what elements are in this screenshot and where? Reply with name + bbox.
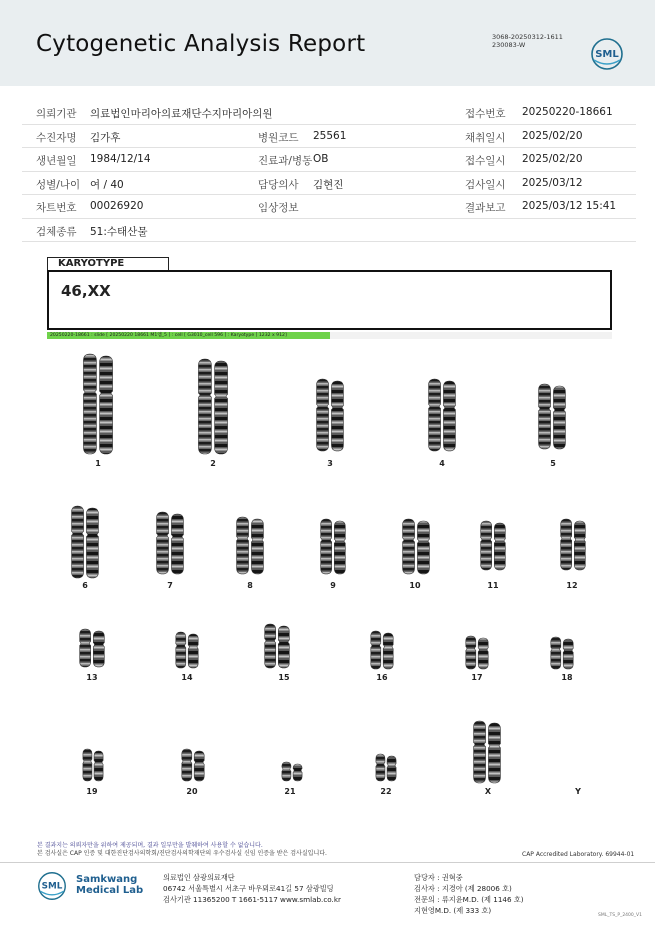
chromosome-15-a: [265, 624, 276, 668]
info-label: 병원코드: [258, 131, 299, 144]
info-value: 2025/03/12 15:41: [522, 200, 617, 212]
staff-line-1: 담당자 : 권혁중: [414, 873, 463, 882]
report-title: Cytogenetic Analysis Report: [36, 31, 366, 57]
document-code-line-2: 230083-W: [492, 41, 526, 49]
chromosome-12-b: [574, 521, 585, 570]
chromosome-1-b: [100, 356, 113, 454]
info-label: 검체종류: [36, 225, 77, 238]
staff-line-2: 검사자 : 지경아 (제 28006 호): [414, 884, 512, 893]
chromosome-13-a: [80, 629, 91, 667]
karyotype-box: [47, 270, 612, 330]
chromosome-7-b: [171, 514, 183, 574]
chromosome-label: 4: [439, 459, 445, 468]
chromosome-2-a: [198, 359, 211, 454]
chromosome-10-b: [417, 521, 429, 574]
info-value: 1984/12/14: [90, 153, 151, 165]
chromosome-1-a: [83, 354, 96, 454]
chromosome-label: 2: [210, 459, 216, 468]
info-label: 성별/나이: [36, 178, 81, 191]
info-value: 00026920: [90, 200, 144, 212]
info-label: 의뢰기관: [36, 108, 77, 120]
slide-info-text: 20250220-18661 : slide [ 20250220 18661 M1앰_5 ] : cell [ G3010_cell 596 ] : Karyotype [ 1232 x 912]: [50, 333, 287, 338]
footer-brand: [76, 874, 143, 896]
cap-accreditation: CAP Accredited Laboratory. 69944-01: [522, 851, 635, 858]
chromosome-label: 19: [86, 787, 98, 796]
chromosome-14-b: [188, 634, 198, 668]
staff-signatures: [414, 872, 524, 916]
info-value: 51:수태산물: [90, 225, 148, 238]
chromosome-3-a: [317, 379, 329, 451]
chromosome-label: X: [484, 787, 492, 796]
sml-logo-icon: [590, 37, 624, 71]
chromosome-label: 16: [376, 673, 388, 682]
footer-address: [163, 872, 341, 905]
chromosome-5-b: [553, 386, 565, 449]
karyotype-value: 46,XX: [61, 282, 111, 300]
footer-divider: [0, 862, 655, 863]
staff-line-4: 지현영M.D. (제 333 호): [414, 906, 492, 915]
chromosome-9-a: [321, 519, 332, 574]
chromosome-15-b: [278, 626, 289, 668]
chromosome-4-b: [443, 381, 455, 451]
chromosome-label: 14: [181, 673, 193, 682]
chromosome-11-a: [481, 521, 492, 570]
info-row: [22, 172, 636, 196]
info-label: 생년월일: [36, 155, 77, 167]
brand-line-2: Medical Lab: [76, 885, 144, 896]
info-label: 채취일시: [465, 131, 506, 144]
chromosome-22-b: [387, 756, 396, 781]
chromosome-16-b: [383, 633, 393, 669]
chromosome-6-b: [86, 508, 98, 578]
chromosome-label: 18: [561, 673, 573, 682]
info-value: 김현진: [313, 178, 344, 191]
chromosome-20-b: [194, 751, 204, 781]
chromosome-4-a: [429, 379, 441, 451]
info-value: OB: [313, 153, 329, 165]
document-code-line-1: 3068-20250312-1611: [492, 33, 563, 41]
info-value: 여 / 40: [90, 178, 124, 191]
chromosome-7-a: [157, 512, 169, 574]
chromosome-label: 17: [471, 673, 483, 682]
chromosome-label: 5: [550, 459, 556, 468]
karyogram: [0, 344, 655, 824]
chromosome-20-a: [182, 749, 192, 781]
chromosome-11-b: [494, 523, 505, 570]
chromosome-17-b: [478, 638, 488, 669]
chromosome-14-a: [176, 632, 186, 668]
chromosome-8-b: [251, 519, 263, 574]
footer-contact: 검사기관 11365200 T 1661-5117 www.smlab.co.kr: [163, 895, 341, 904]
chromosome-label: 3: [327, 459, 333, 468]
chromosome-label: 15: [278, 673, 290, 682]
chromosome-label: 6: [82, 581, 88, 590]
chromosome-16-a: [371, 631, 381, 669]
info-value: 20250220-18661: [522, 106, 613, 118]
info-value: 의료법인마리아의료재단수지마리아의원: [90, 108, 273, 120]
info-row: [22, 125, 636, 149]
patient-info-table: [22, 101, 636, 242]
slide-info-bar: [47, 332, 612, 339]
samkwang-logo-icon: [37, 871, 67, 901]
chromosome-label: 8: [247, 581, 253, 590]
info-label: 검사일시: [465, 178, 506, 191]
chromosome-8-a: [237, 517, 249, 574]
chromosome-21-a: [282, 762, 291, 781]
chromosome-17-a: [466, 636, 476, 669]
form-code: SML_TS_P_2400_V1: [598, 913, 642, 918]
info-value: 2025/03/12: [522, 176, 583, 189]
footer-org: 의료법인 삼광의료재단: [163, 873, 235, 882]
info-value: 2025/02/20: [522, 153, 583, 165]
chromosome-label: 12: [566, 581, 578, 590]
chromosome-label: 21: [284, 787, 296, 796]
info-label: 결과보고: [465, 202, 506, 214]
chromosome-13-b: [93, 631, 104, 667]
info-row: [22, 148, 636, 172]
footer-address-line: 06742 서울특별시 서초구 바우뫼로41길 57 삼광빌딩: [163, 884, 334, 893]
info-label: 차트번호: [36, 202, 77, 214]
info-value: 김가후: [90, 131, 121, 144]
chromosome-label: 9: [330, 581, 336, 590]
chromosome-18-b: [563, 639, 573, 669]
chromosome-label: 7: [167, 581, 173, 590]
chromosome-19-b: [94, 751, 103, 781]
chromosome-12-a: [561, 519, 572, 570]
chromosome-19-a: [83, 749, 92, 781]
chromosome-6-a: [72, 506, 84, 578]
info-label: 접수번호: [465, 108, 506, 120]
info-row: [22, 195, 636, 219]
notice-line-1: 본 결과지는 의뢰자만을 위하여 제공되며, 결과 일부만을 발췌하여 사용할 수 없습니다.: [37, 842, 263, 849]
notice-line-2: 본 검사실은 CAP 인증 및 대한진단검사의학회/진단검사의학재단의 우수검사실 신임 인증을 받은 검사실입니다.: [37, 849, 327, 857]
chromosome-22-a: [376, 754, 385, 781]
chromosome-X-a: [474, 721, 486, 783]
chromosome-9-b: [334, 521, 345, 574]
karyotype-label: KARYOTYPE: [47, 257, 169, 270]
chromosome-2-b: [215, 361, 228, 454]
chromosome-label: Y: [575, 787, 581, 796]
chromosome-label: 10: [409, 581, 421, 590]
chromosome-21-b: [293, 764, 302, 781]
chromosome-3-b: [331, 381, 343, 451]
chromosome-18-a: [551, 637, 561, 669]
chromosome-label: 11: [487, 581, 499, 590]
info-row: [22, 101, 636, 125]
chromosome-label: 22: [380, 787, 392, 796]
brand-line-1: Samkwang: [76, 874, 138, 885]
staff-line-3: 전문의 : 류지윤M.D. (제 1146 호): [414, 895, 524, 904]
chromosome-label: 20: [186, 787, 198, 796]
info-row: [22, 219, 636, 243]
info-label: 임상정보: [258, 202, 299, 214]
info-label: 담당의사: [258, 178, 299, 191]
document-code: [492, 33, 563, 49]
chromosome-10-a: [403, 519, 415, 574]
chromosome-5-a: [539, 384, 551, 449]
info-value: 2025/02/20: [522, 129, 583, 142]
info-label: 수진자명: [36, 131, 77, 144]
info-value: 25561: [313, 129, 347, 142]
info-label: 접수일시: [465, 155, 506, 167]
samkwang-logo-text: SML: [41, 881, 63, 892]
sml-logo-text: SML: [595, 49, 619, 60]
report-notice: [37, 842, 327, 857]
chromosome-X-b: [488, 723, 500, 783]
chromosome-label: 13: [86, 673, 98, 682]
info-label: 진료과/병동: [258, 155, 313, 167]
chromosome-label: 1: [95, 459, 101, 468]
